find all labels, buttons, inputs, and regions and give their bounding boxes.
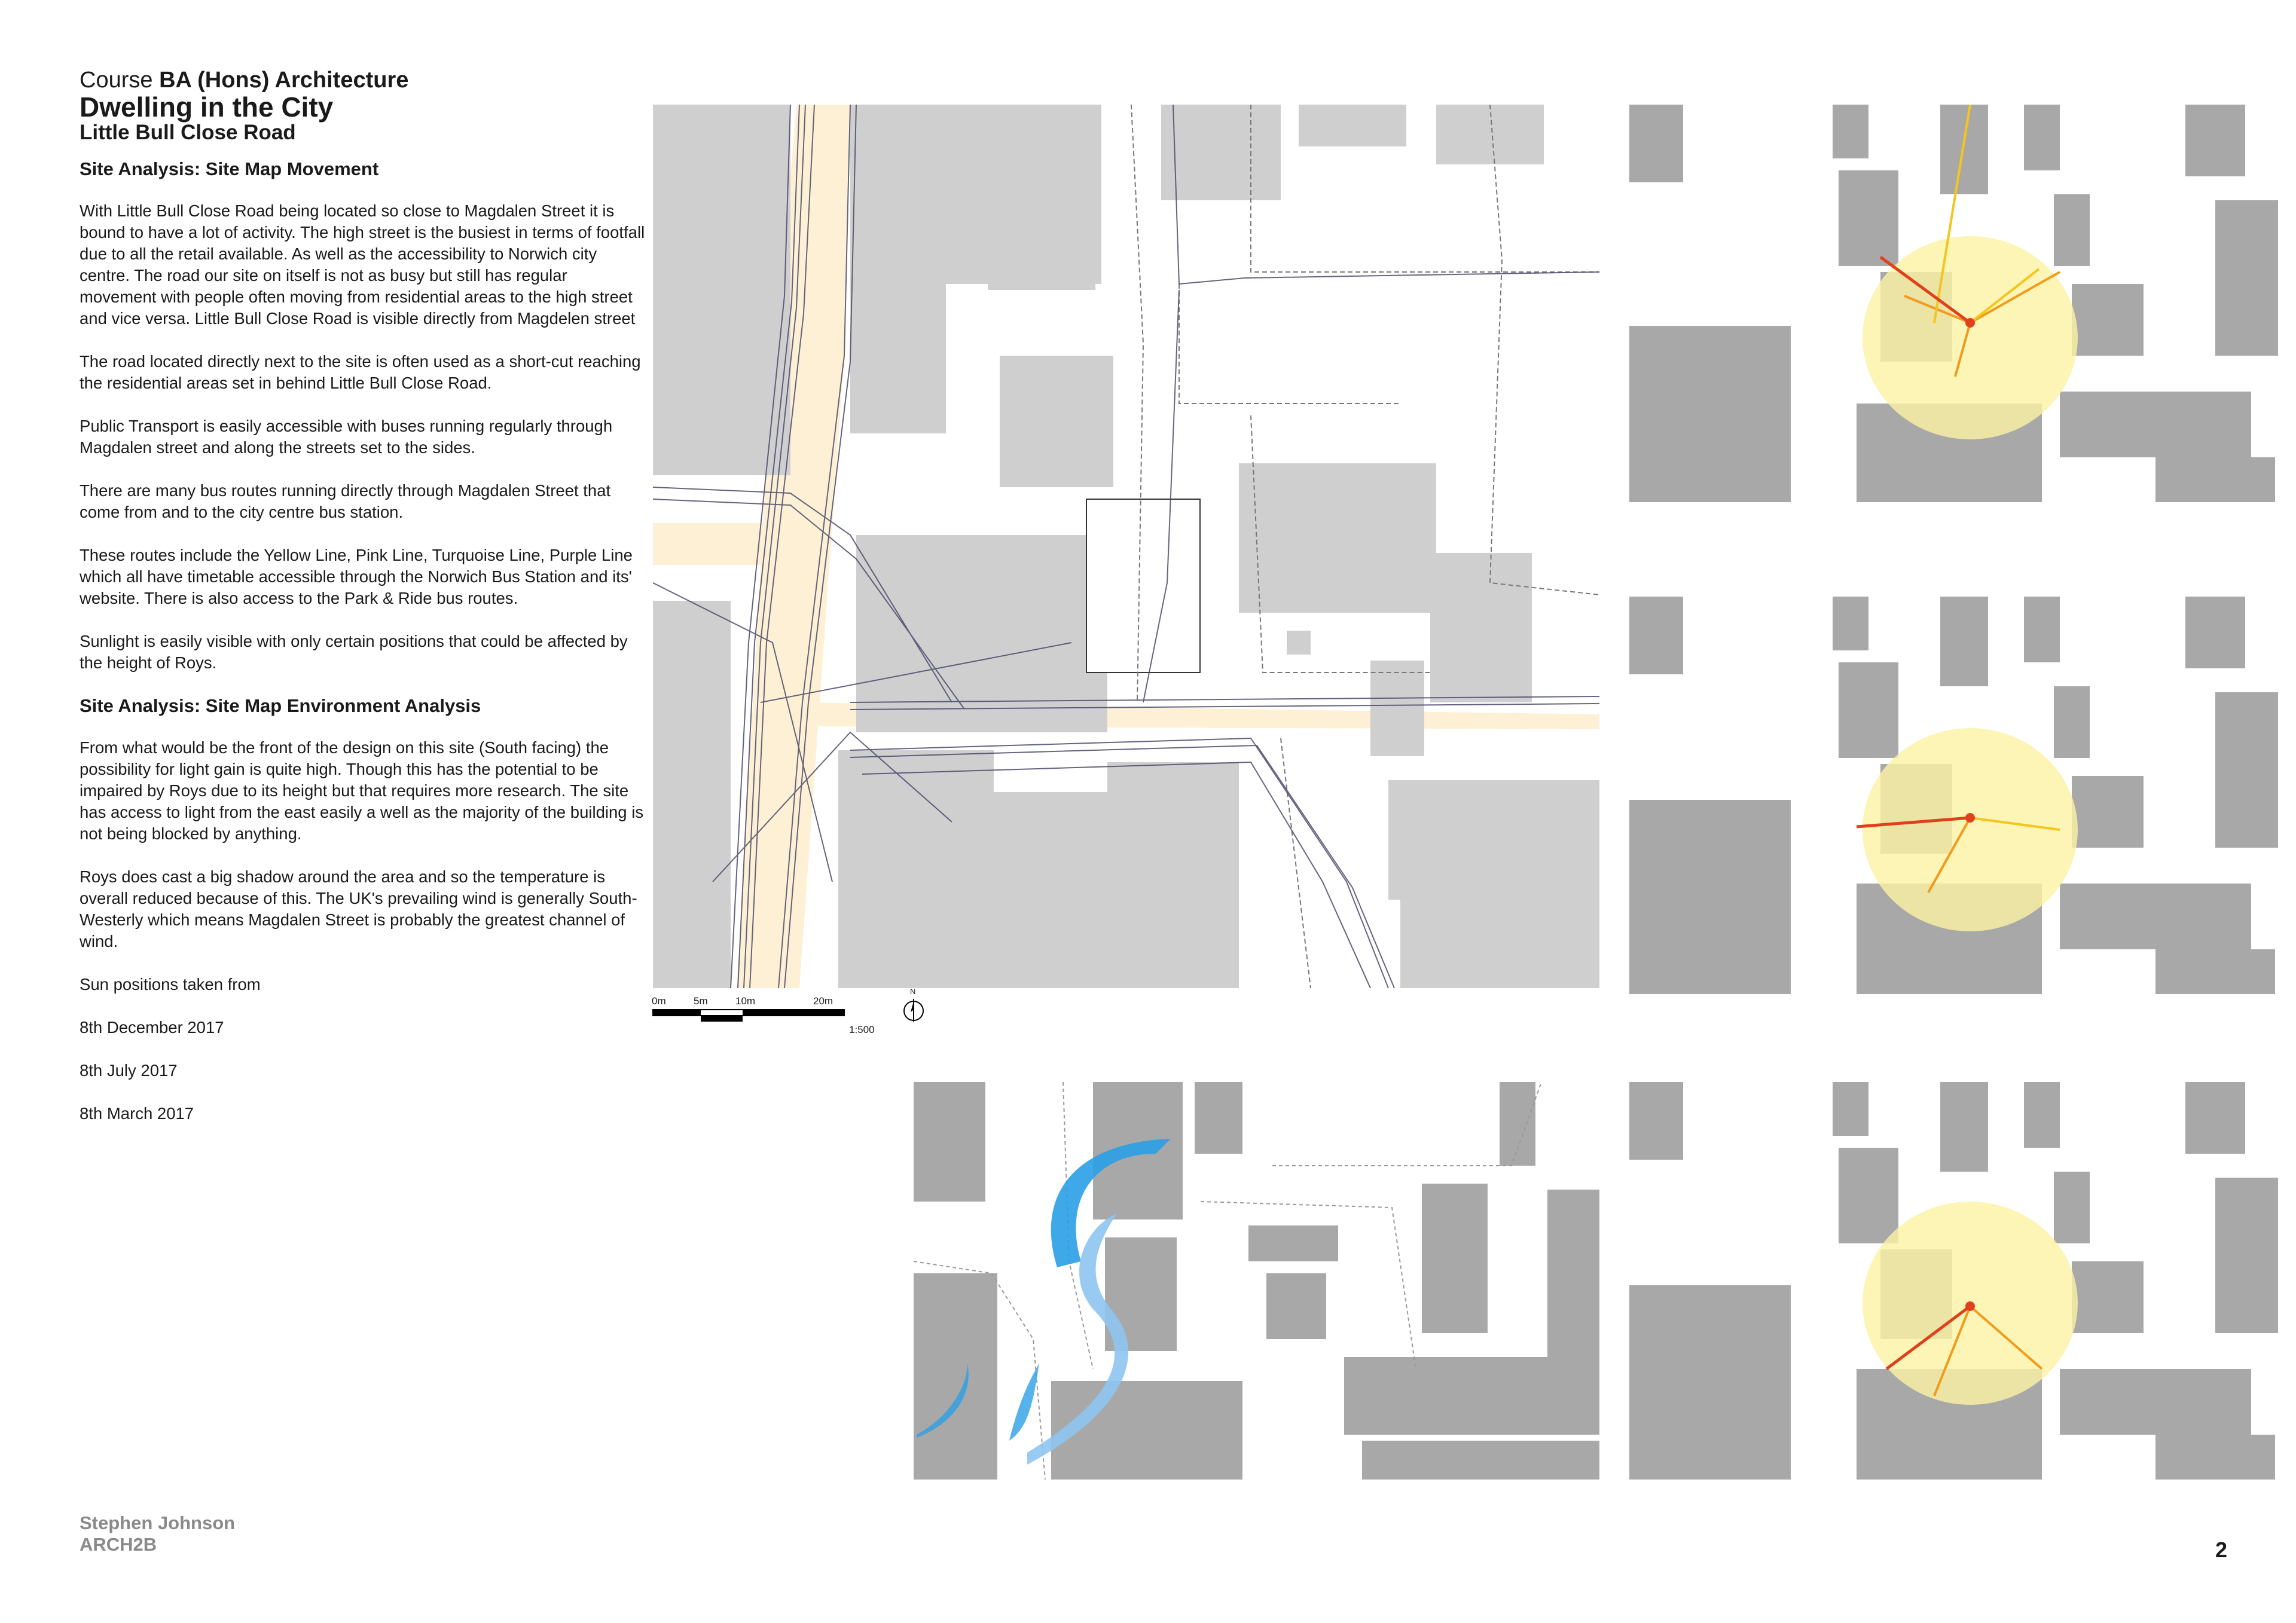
movement-paragraph: The road located directly next to the site is often used as a short-cut reaching the residential areas set in behind Little Bull Close Road.: [80, 352, 641, 392]
environment-paragraph: 8th March 2017: [80, 1104, 194, 1123]
scale-label: 20m: [813, 995, 833, 1007]
environment-paragraph: 8th July 2017: [80, 1061, 178, 1080]
movement-heading: Site Analysis: Site Map Movement: [80, 158, 379, 179]
module-code: ARCH2B: [80, 1534, 157, 1555]
north-label: N: [910, 987, 916, 996]
scale-bar: [652, 987, 939, 1049]
environment-heading: Site Analysis: Site Map Environment Analysis: [80, 695, 481, 716]
author-name: Stephen Johnson: [80, 1512, 236, 1533]
scale-bar-graphic: [652, 1008, 849, 1026]
environment-paragraph: From what would be the front of the design on this site (South facing) the possibility for light gain is quite high. Though this has the potential to be impaired by Roys due to its height but that requires more research. The site has access to light from the east easily a well as the majority of the building is not being blocked by anything.: [80, 738, 644, 843]
movement-site-map: [653, 105, 1599, 988]
scale-label: 10m: [735, 995, 756, 1007]
movement-paragraph: There are many bus routes running directly through Magdalen Street that come from and to the city centre bus station.: [80, 481, 611, 521]
page-header: [80, 67, 677, 145]
movement-paragraph: With Little Bull Close Road being located so close to Magdalen Street it is bound to have a lot of activity. The high street is the busiest in terms of footfall due to all the retail available. As well as the accessibility to Norwich city centre. The road our site on itself is not as busy but still has regular movement with people often moving from residential areas to the high street and vice versa. Little Bull Close Road is visible directly from Magdelen street: [80, 201, 645, 328]
environment-paragraph: 8th December 2017: [80, 1018, 224, 1037]
text-column: [80, 158, 648, 1146]
page-number: 2: [2215, 1538, 2228, 1562]
sun-map-march: [1629, 1082, 2278, 1480]
sun-map-july: [1629, 597, 2278, 994]
page-subtitle: Little Bull Close Road: [80, 121, 296, 144]
scale-ratio: 1:500: [849, 1024, 875, 1035]
sun-map-december: [1629, 105, 2278, 502]
footer-author-block: [80, 1512, 235, 1555]
movement-map-drawing: [653, 105, 1599, 988]
movement-paragraph: Sunlight is easily visible with only certain positions that could be affected by the height of Roys.: [80, 632, 628, 672]
page-title: Dwelling in the City: [80, 91, 334, 123]
wind-map: [914, 1082, 1599, 1480]
movement-paragraph: These routes include the Yellow Line, Pink Line, Turquoise Line, Purple Line which all have timetable accessible through the Norwich Bus Station and its' website. There is also access to the Park & Ride bus routes.: [80, 546, 633, 607]
course-prefix: Course: [80, 68, 153, 93]
course-line: [80, 67, 677, 93]
environment-paragraph: Sun positions taken from: [80, 975, 261, 994]
course-name: BA (Hons) Architecture: [159, 68, 409, 93]
movement-paragraph: Public Transport is easily accessible with buses running regularly through Magdalen street and along the streets set to the sides.: [80, 417, 613, 457]
scale-label: 0m: [652, 995, 666, 1007]
north-arrow-icon: [903, 995, 924, 1023]
scale-label: 5m: [694, 995, 708, 1007]
environment-paragraph: Roys does cast a big shadow around the area and so the temperature is overall reduced because of this. The UK's prevailing wind is generally South-Westerly which means Magdalen Street is probably the greatest channel of wind.: [80, 867, 637, 950]
